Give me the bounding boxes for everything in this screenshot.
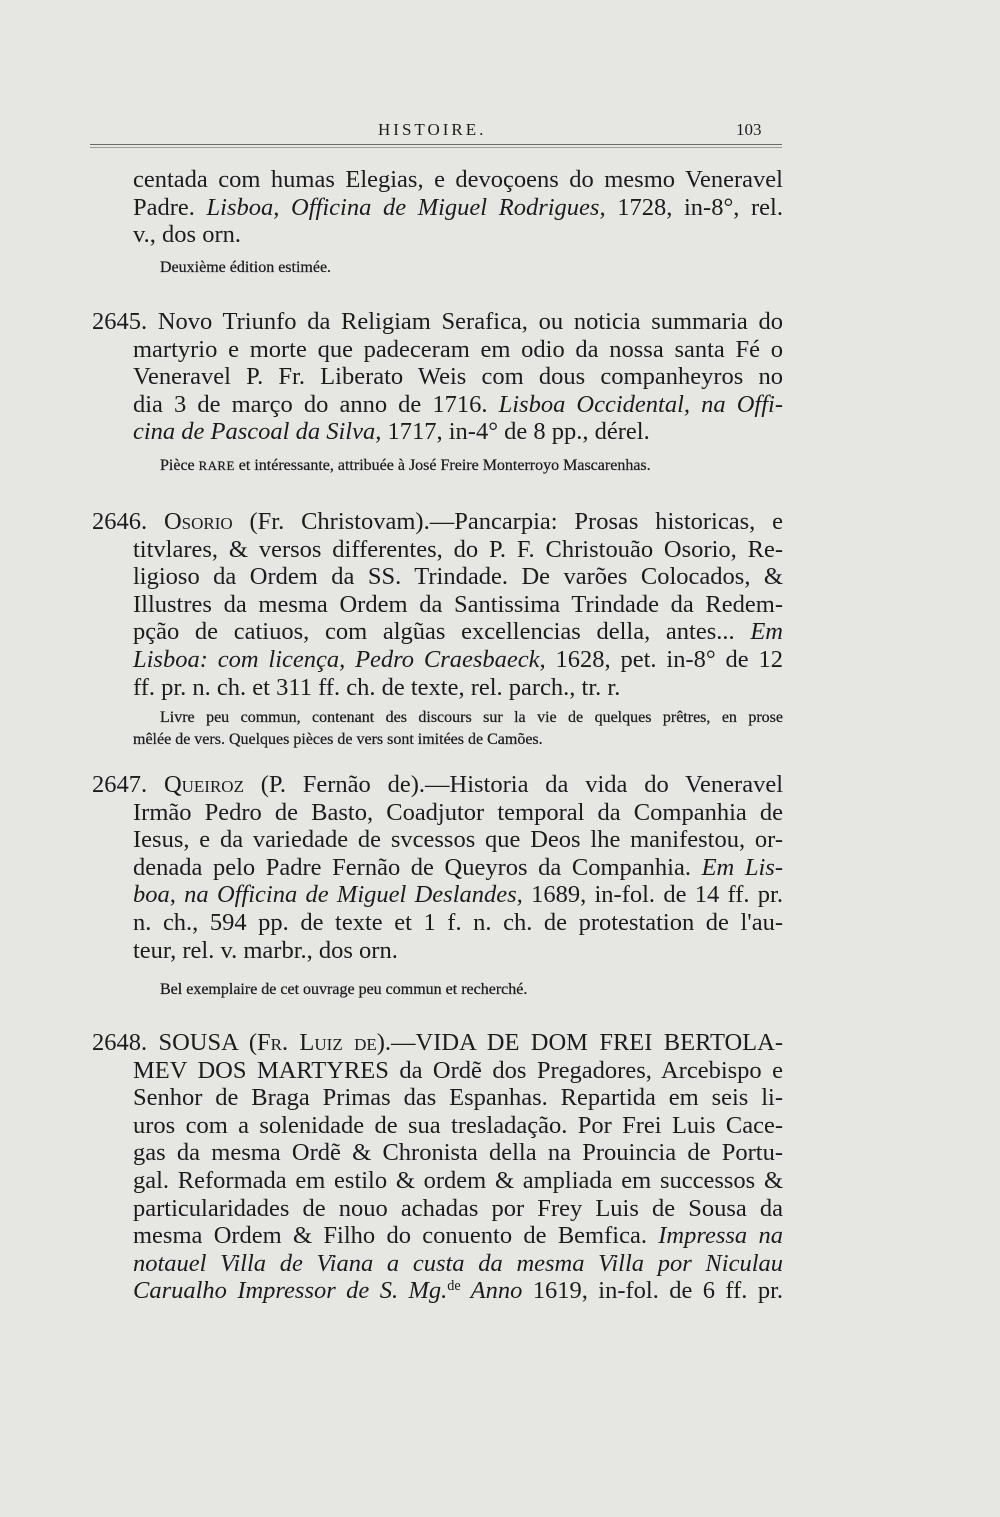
- text-line: [133, 363, 783, 391]
- text-line: [92, 508, 783, 536]
- italic-text: Lisboa: com licença, Pedro Craesbaeck,: [133, 645, 546, 673]
- text-line: [133, 455, 783, 477]
- italic-text: boa, na Officina de Miguel Deslandes,: [133, 881, 523, 909]
- text-line: [133, 1112, 783, 1140]
- text-run: v., dos orn.: [133, 221, 241, 249]
- text-run: teur, rel. v. marbr., dos orn.: [133, 936, 398, 964]
- text-run: titvlares, & versos differentes, do P. F. Christouão Osorio, Re-: [133, 535, 783, 563]
- text-line: [133, 799, 783, 827]
- italic-text: Impressa na: [658, 1222, 783, 1250]
- text-line: [133, 418, 783, 446]
- text-run: Novo Triunfo da Religiam Serafica, ou noticia summaria do: [157, 308, 783, 335]
- text-line: [133, 563, 783, 591]
- text-run: Veneravel P. Fr. Liberato Weis com dous companheyros no: [133, 363, 783, 391]
- text-line: [92, 1029, 783, 1057]
- italic-text: Carualho Impressor de S. Mg.: [133, 1277, 448, 1305]
- text-run: ligioso da Ordem da SS. Trindade. De varões Colocados, &: [133, 563, 783, 591]
- italic-text: Lisboa Occidental, na Offi-: [498, 390, 783, 418]
- entry-number: 2645.: [92, 308, 158, 335]
- bibliographic-note: [133, 455, 783, 477]
- text-run: Iesus, e da variedade de svcessos que Deos lhe manifestou, or-: [133, 826, 783, 854]
- superscript-text: de: [447, 1277, 461, 1294]
- text-run: n. ch., 594 pp. de texte et 1 f. n. ch. de protestation de l'au-: [133, 908, 783, 936]
- entry-number: 2647.: [92, 771, 164, 798]
- text-line: [133, 194, 783, 222]
- italic-text: Em Lis-: [701, 853, 783, 881]
- text-run: mêlée de vers. Quelques pièces de vers sont imitées de Camões.: [133, 731, 543, 748]
- italic-text: Anno: [460, 1277, 523, 1305]
- text-run: uros com a solenidade de sua tresladação. Por Frei Luis Cace-: [133, 1111, 783, 1139]
- text-run: pção de catiuos, com algũas excellencias della, antes...: [133, 618, 751, 646]
- running-head-title: HISTOIRE.: [378, 120, 487, 139]
- catalog-entry-2646: [92, 508, 783, 701]
- text-line: [133, 1277, 783, 1305]
- text-run: martyrio e morte que padeceram em odio da nossa santa Fé o: [133, 335, 783, 363]
- text-line: [133, 881, 783, 909]
- text-run: Senhor de Braga Primas das Espanhas. Repartida em seis li-: [133, 1084, 783, 1112]
- italic-text: notauel Villa de Viana a custa da mesma Villa por Niculau: [133, 1249, 783, 1277]
- text-line: [133, 937, 783, 965]
- text-line: [133, 1084, 783, 1112]
- text-run: SOUSA (: [158, 1029, 257, 1056]
- italic-text: Lisboa, Officina de Miguel Rodrigues,: [206, 193, 606, 221]
- italic-text: cina de Pascoal da Silva,: [133, 418, 382, 446]
- text-run: Livre peu commun, contenant des discours sur la vie de quelques prêtres, en prose: [160, 709, 783, 726]
- text-line: [133, 1167, 783, 1195]
- text-run: 1689, in-fol. de 14 ff. pr.: [522, 881, 783, 909]
- text-line: [133, 221, 783, 249]
- small-caps-text: Queiroz: [163, 771, 244, 798]
- text-line: [133, 336, 783, 364]
- text-run: 1628, pet. in-8° de 12: [545, 645, 783, 673]
- text-run: gas da mesma Ordẽ & Chronista della na Prouincia de Portu-: [133, 1139, 783, 1167]
- text-run: Pièce: [160, 457, 199, 474]
- text-line: [92, 771, 783, 799]
- text-run: ).—VIDA DE DOM FREI BERTOLA-: [376, 1029, 783, 1056]
- bibliographic-note: [133, 707, 783, 751]
- text-run: 1619, in-fol. de 6 ff. pr.: [522, 1277, 784, 1305]
- header-rule: [90, 144, 782, 148]
- text-line: [133, 674, 783, 702]
- bibliographic-note: [133, 979, 783, 1001]
- text-line: [133, 646, 783, 674]
- text-line: [133, 591, 783, 619]
- text-line: [133, 854, 783, 882]
- text-run: et intéressante, attribuée à José Freire Monterroyo Mascarenhas.: [234, 457, 651, 474]
- text-line: [133, 1250, 783, 1278]
- text-line: [133, 166, 783, 194]
- text-run: particularidades de nouo achadas por Frey Luis de Sousa da: [133, 1194, 783, 1222]
- text-line: [133, 618, 783, 646]
- small-caps-text: Osorio: [163, 508, 233, 535]
- text-run: Illustres da mesma Ordem da Santissima Trindade da Redem-: [133, 590, 783, 618]
- small-caps-text: Fr. Luiz de: [256, 1029, 377, 1056]
- text-run: gal. Reformada em estilo & ordem & ampliada em successos &: [133, 1166, 783, 1194]
- text-line: [133, 1057, 783, 1085]
- text-line: [133, 729, 783, 751]
- text-run: dia 3 de março do anno de 1716.: [133, 390, 499, 418]
- bibliographic-note: [133, 257, 783, 279]
- text-run: Irmão Pedro de Basto, Coadjutor temporal da Companhia de: [133, 798, 783, 826]
- text-run: denada pelo Padre Fernão de Queyros da Companhia.: [133, 853, 702, 881]
- text-run: centada com humas Elegias, e devoçoens do mesmo Veneravel: [133, 166, 783, 193]
- text-run: Bel exemplaire de cet ouvrage peu commun et recherché.: [160, 981, 528, 998]
- text-line: [133, 1139, 783, 1167]
- text-line: [133, 391, 783, 419]
- text-line: [133, 909, 783, 937]
- entry-number: 2646.: [92, 508, 164, 535]
- text-run: (Fr. Christovam).—Pancarpia: Prosas historicas, e: [232, 508, 783, 535]
- text-line: [133, 826, 783, 854]
- text-run: 1717, in-4° de 8 pp., dérel.: [381, 418, 650, 446]
- catalog-entry-2645: [92, 308, 783, 446]
- italic-text: Em: [750, 618, 783, 646]
- text-line: [133, 979, 783, 1001]
- text-run: MEV DOS MARTYRES da Ordẽ dos Pregadores, Arcebispo e: [133, 1056, 783, 1084]
- text-run: ff. pr. n. ch. et 311 ff. ch. de texte, rel. parch., tr. r.: [133, 673, 621, 701]
- text-run: (P. Fernão de).—Historia da vida do Veneravel: [243, 771, 783, 798]
- text-line: [133, 257, 783, 279]
- text-line: [133, 707, 783, 729]
- catalog-entry-continued: [133, 166, 783, 249]
- text-run: Padre.: [133, 193, 207, 221]
- text-run: 1728, in-8°, rel.: [605, 193, 783, 221]
- entry-number: 2648.: [92, 1029, 159, 1056]
- text-run: mesma Ordem & Filho do conuento de Bemfica.: [133, 1222, 659, 1250]
- text-run: Deuxième édition estimée.: [160, 259, 332, 276]
- text-line: [133, 1222, 783, 1250]
- catalog-entry-2647: [92, 771, 783, 964]
- catalog-entry-2648: [92, 1029, 784, 1305]
- text-line: [92, 308, 783, 336]
- text-line: [133, 1195, 783, 1223]
- page-number: 103: [736, 120, 762, 139]
- text-line: [133, 536, 783, 564]
- small-caps-text: RARE: [198, 459, 235, 473]
